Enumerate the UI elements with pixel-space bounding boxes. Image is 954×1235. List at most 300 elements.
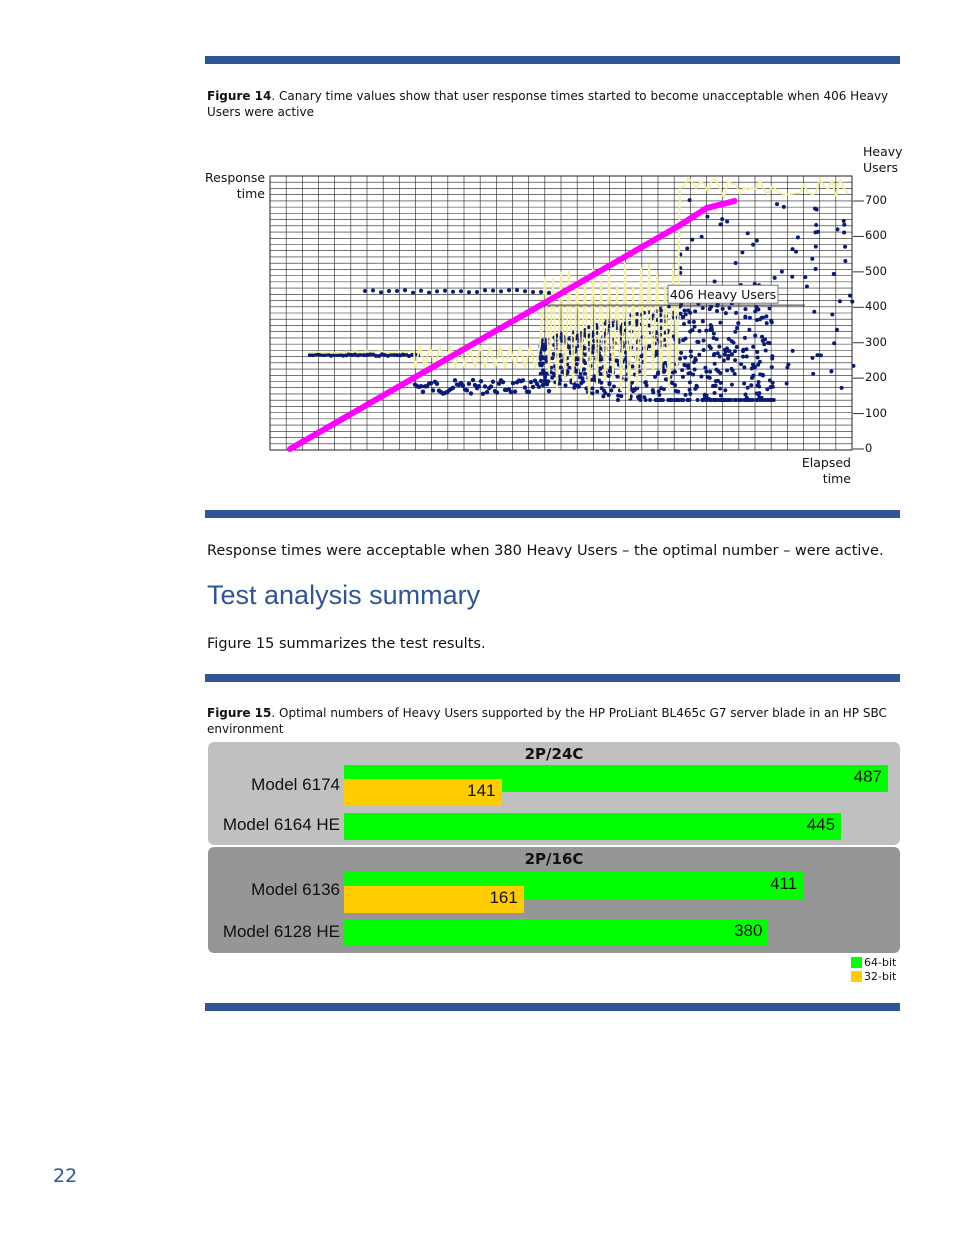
- canary-point: [481, 392, 485, 396]
- canary-point: [583, 361, 587, 365]
- canary-point: [753, 334, 757, 338]
- canary-point: [687, 320, 691, 324]
- canary-point: [724, 349, 728, 353]
- canary-point: [507, 288, 511, 292]
- legend-64bit-swatch: [851, 957, 862, 968]
- canary-point: [684, 393, 688, 397]
- page-number: 22: [53, 1165, 78, 1187]
- canary-point: [612, 385, 616, 389]
- canary-point: [574, 370, 578, 374]
- elapsed-axis-label: [795, 455, 851, 487]
- canary-point: [770, 365, 774, 369]
- canary-point: [698, 329, 702, 333]
- canary-point: [733, 358, 737, 362]
- canary-point: [688, 198, 692, 202]
- canary-point: [479, 379, 483, 383]
- canary-point: [720, 217, 724, 221]
- canary-point: [483, 384, 487, 388]
- canary-point: [531, 290, 535, 294]
- canary-point: [718, 321, 722, 325]
- canary-point: [755, 350, 759, 354]
- canary-point: [465, 388, 469, 392]
- paragraph-optimal: Response times were acceptable when 380 Heavy Users – the optimal number – were active.: [207, 543, 884, 559]
- canary-point: [785, 381, 789, 385]
- canary-point: [688, 311, 692, 315]
- canary-point: [743, 316, 747, 320]
- canary-point: [765, 321, 769, 325]
- canary-point: [760, 316, 764, 320]
- canary-point: [676, 390, 680, 394]
- canary-point: [836, 227, 840, 231]
- response-label-line1: Response: [205, 170, 266, 185]
- canary-point: [763, 337, 767, 341]
- canary-point: [805, 285, 809, 289]
- canary-point: [681, 375, 685, 379]
- canary-point: [718, 387, 722, 391]
- canary-point: [814, 223, 818, 227]
- canary-point: [567, 366, 571, 370]
- canary-point: [693, 367, 697, 371]
- canary-point: [840, 386, 844, 390]
- canary-point: [717, 345, 721, 349]
- canary-point: [761, 373, 765, 377]
- legend-64bit: [851, 956, 896, 969]
- canary-point: [768, 306, 772, 310]
- canary-point: [764, 314, 768, 318]
- canary-point: [686, 371, 690, 375]
- canary-point: [680, 368, 684, 372]
- canary-point: [705, 215, 709, 219]
- canary-point: [371, 288, 375, 292]
- canary-point: [540, 363, 544, 367]
- y2-tick-label: 200: [865, 370, 887, 385]
- canary-point: [461, 383, 465, 387]
- canary-point: [739, 362, 743, 366]
- canary-point: [469, 391, 473, 395]
- canary-point: [721, 307, 725, 311]
- canary-point: [411, 291, 415, 295]
- canary-point: [609, 388, 613, 392]
- canary-point: [485, 390, 489, 394]
- top-rule: [205, 56, 900, 64]
- canary-point: [715, 337, 719, 341]
- canary-point: [726, 357, 730, 361]
- canary-point: [712, 353, 716, 357]
- canary-point: [583, 372, 587, 376]
- model-label: Model 6136: [251, 880, 340, 899]
- canary-point: [429, 381, 433, 385]
- canary-point: [590, 386, 594, 390]
- canary-point: [755, 392, 759, 396]
- canary-point: [724, 311, 728, 315]
- canary-point: [735, 326, 739, 330]
- canary-point: [755, 239, 759, 243]
- canary-point: [459, 289, 463, 293]
- canary-point: [712, 332, 716, 336]
- canary-point: [749, 383, 753, 387]
- canary-point: [491, 289, 495, 293]
- canary-point: [511, 381, 515, 385]
- canary-point: [666, 398, 670, 402]
- canary-point: [523, 385, 527, 389]
- canary-point: [550, 356, 554, 360]
- canary-point: [747, 328, 751, 332]
- canary-point: [647, 344, 651, 348]
- canary-point: [697, 353, 701, 357]
- figure14-caption: [207, 88, 897, 120]
- canary-point: [780, 270, 784, 274]
- canary-point: [579, 381, 583, 385]
- canary-point: [709, 327, 713, 331]
- canary-point: [755, 318, 759, 322]
- canary-point: [539, 355, 543, 359]
- canary-point: [654, 398, 658, 402]
- canary-point: [475, 290, 479, 294]
- canary-point: [419, 384, 423, 388]
- canary-point: [695, 385, 699, 389]
- canary-point: [748, 316, 752, 320]
- y2-tick-label: 700: [865, 193, 887, 207]
- legend-64bit-label: 64-bit: [864, 956, 897, 969]
- canary-point: [733, 398, 737, 402]
- canary-point: [719, 394, 723, 398]
- y2-tick-label: 300: [865, 334, 887, 349]
- legend-32bit: [851, 970, 896, 983]
- canary-point: [577, 385, 581, 389]
- model-label: Model 6174: [251, 775, 340, 794]
- canary-point: [643, 380, 647, 384]
- y2-tick-label: 100: [865, 405, 887, 420]
- canary-point: [578, 375, 582, 379]
- canary-point: [702, 339, 706, 343]
- canary-point: [550, 376, 554, 380]
- canary-point: [693, 309, 697, 313]
- canary-point: [699, 375, 703, 379]
- canary-point: [813, 207, 817, 211]
- canary-point: [575, 362, 579, 366]
- canary-point: [682, 308, 686, 312]
- canary-point: [720, 398, 724, 402]
- canary-point: [770, 398, 774, 402]
- canary-point: [702, 348, 706, 352]
- canary-point: [706, 375, 710, 379]
- group-2p24c-title: 2P/24C: [524, 745, 584, 763]
- canary-point: [704, 329, 708, 333]
- canary-point: [692, 320, 696, 324]
- canary-point: [813, 230, 817, 234]
- canary-point: [775, 202, 779, 206]
- canary-point: [603, 391, 607, 395]
- canary-point: [735, 345, 739, 349]
- canary-point: [379, 290, 383, 294]
- canary-point: [656, 370, 660, 374]
- canary-point: [499, 289, 503, 293]
- canary-point: [811, 372, 815, 376]
- heavy-users-axis-label: [863, 144, 903, 176]
- canary-point: [829, 369, 833, 373]
- canary-point: [513, 389, 517, 393]
- figure15-bottom-rule: [205, 1003, 900, 1011]
- canary-point: [711, 384, 715, 388]
- canary-point: [757, 396, 761, 400]
- canary-point: [743, 336, 747, 340]
- canary-point: [661, 398, 665, 402]
- canary-point: [679, 351, 683, 355]
- y2-tick-label: 400: [865, 299, 887, 314]
- elapsed-label-line1: Elapsed: [801, 455, 851, 470]
- canary-point: [471, 378, 475, 382]
- canary-point: [419, 289, 423, 293]
- canary-point: [718, 355, 722, 359]
- canary-point: [768, 378, 772, 382]
- canary-point: [542, 348, 546, 352]
- response-label-line2: time: [236, 186, 265, 201]
- canary-point: [786, 362, 790, 366]
- canary-point: [595, 390, 599, 394]
- canary-point: [700, 235, 704, 239]
- canary-point: [740, 250, 744, 254]
- canary-point: [741, 355, 745, 359]
- canary-point: [810, 257, 814, 261]
- heavy-label-line2: Users: [863, 160, 899, 175]
- canary-point: [727, 306, 731, 310]
- canary-point: [421, 390, 425, 394]
- heavy-label-line1: Heavy: [863, 144, 903, 159]
- canary-point: [467, 382, 471, 386]
- canary-point: [704, 370, 708, 374]
- canary-point: [832, 341, 836, 345]
- bar-value-64bit: 445: [806, 815, 836, 834]
- canary-point: [756, 356, 760, 360]
- canary-point: [730, 339, 734, 343]
- canary-point: [547, 291, 551, 295]
- canary-point: [842, 223, 846, 227]
- canary-point: [770, 320, 774, 324]
- canary-point: [635, 319, 639, 323]
- canary-point: [743, 392, 747, 396]
- canary-point: [583, 346, 587, 350]
- canary-point: [713, 279, 717, 283]
- canary-point: [623, 358, 627, 362]
- canary-point: [483, 288, 487, 292]
- bar-32bit: [344, 779, 502, 806]
- canary-point: [443, 289, 447, 293]
- canary-point: [746, 231, 750, 235]
- canary-point: [838, 299, 842, 303]
- canary-point: [616, 398, 620, 402]
- canary-point: [467, 290, 471, 294]
- canary-point: [681, 315, 685, 319]
- canary-point: [713, 362, 717, 366]
- bar-64bit: [344, 919, 768, 946]
- canary-point: [689, 349, 693, 353]
- figure14-label: Figure 14: [207, 89, 272, 103]
- canary-point: [715, 309, 719, 313]
- bar-32bit: [344, 886, 524, 913]
- canary-point: [790, 275, 794, 279]
- canary-point: [716, 379, 720, 383]
- canary-point: [531, 385, 535, 389]
- canary-point: [791, 247, 795, 251]
- canary-point: [734, 311, 738, 315]
- canary-point: [803, 275, 807, 279]
- canary-point: [703, 366, 707, 370]
- canary-point: [489, 384, 493, 388]
- canary-point: [590, 391, 594, 395]
- canary-point: [657, 398, 661, 402]
- canary-point: [521, 378, 525, 382]
- canary-point: [690, 328, 694, 332]
- legend-32bit-label: 32-bit: [864, 970, 897, 983]
- canary-point: [762, 342, 766, 346]
- bar-value-64bit: 380: [734, 921, 763, 940]
- canary-point: [768, 341, 772, 345]
- canary-point: [599, 381, 603, 385]
- canary-point: [757, 380, 761, 384]
- canary-point: [688, 388, 692, 392]
- canary-point: [678, 357, 682, 361]
- response-axis-label: [205, 170, 265, 202]
- canary-point: [736, 321, 740, 325]
- canary-point: [477, 384, 481, 388]
- canary-point: [651, 388, 655, 392]
- canary-point: [723, 388, 727, 392]
- canary-point: [435, 382, 439, 386]
- canary-point: [546, 379, 550, 383]
- canary-point: [733, 349, 737, 353]
- canary-point: [814, 267, 818, 271]
- canary-point: [655, 352, 659, 356]
- bar-value-64bit: 487: [853, 767, 882, 786]
- canary-point: [363, 289, 367, 293]
- canary-point: [491, 380, 495, 384]
- canary-point: [748, 398, 752, 402]
- canary-point: [843, 259, 847, 263]
- canary-point: [832, 272, 836, 276]
- figure15-chart: [208, 742, 902, 987]
- y2-tick-label: 0: [865, 441, 873, 455]
- canary-point: [582, 367, 586, 371]
- canary-point: [686, 398, 690, 402]
- canary-point: [453, 378, 457, 382]
- canary-point: [709, 323, 713, 327]
- canary-point: [731, 369, 735, 373]
- canary-point: [559, 359, 563, 363]
- canary-point: [745, 355, 749, 359]
- canary-point: [819, 353, 823, 357]
- canary-point: [688, 380, 692, 384]
- canary-point: [564, 383, 568, 387]
- canary-point: [751, 345, 755, 349]
- bar-value-32bit: 141: [467, 781, 496, 800]
- canary-point: [694, 358, 698, 362]
- canary-point: [708, 307, 712, 311]
- y2-tick-label: 500: [865, 263, 887, 278]
- canary-point: [769, 385, 773, 389]
- canary-point: [644, 398, 648, 402]
- canary-point: [630, 381, 634, 385]
- canary-point: [509, 390, 513, 394]
- canary-point: [515, 288, 519, 292]
- canary-point: [542, 379, 546, 383]
- canary-point: [637, 396, 641, 400]
- canary-point: [734, 261, 738, 265]
- canary-point: [682, 322, 686, 326]
- canary-point: [722, 358, 726, 362]
- canary-point: [742, 365, 746, 369]
- canary-point: [547, 389, 551, 393]
- canary-point: [501, 380, 505, 384]
- canary-point: [851, 364, 855, 368]
- canary-point: [679, 312, 683, 316]
- canary-point: [810, 356, 814, 360]
- canary-point: [763, 398, 767, 402]
- paragraph-summary: Figure 15 summarizes the test results.: [207, 636, 486, 652]
- canary-point: [567, 346, 571, 350]
- bar-value-32bit: 161: [489, 888, 518, 907]
- canary-point: [794, 250, 798, 254]
- canary-point: [751, 243, 755, 247]
- canary-point: [751, 364, 755, 368]
- canary-point: [607, 374, 611, 378]
- canary-point: [709, 346, 713, 350]
- canary-point: [451, 386, 455, 390]
- canary-point: [743, 307, 747, 311]
- figure15-caption: [207, 705, 897, 737]
- y2-tick-label: 600: [865, 228, 887, 243]
- canary-point: [773, 276, 777, 280]
- canary-point: [527, 390, 531, 394]
- canary-point: [689, 354, 693, 358]
- canary-point: [713, 398, 717, 402]
- canary-point: [673, 383, 677, 387]
- canary-point: [523, 289, 527, 293]
- canary-point: [529, 380, 533, 384]
- canary-point: [850, 300, 854, 304]
- canary-point: [693, 325, 697, 329]
- canary-point: [725, 368, 729, 372]
- canary-point: [812, 310, 816, 314]
- figure14-caption-text: . Canary time values show that user response times started to become unacceptable when 406 Heavy Users were active: [207, 89, 889, 119]
- canary-point: [727, 349, 731, 353]
- canary-point: [718, 371, 722, 375]
- canary-point: [770, 356, 774, 360]
- canary-point: [648, 398, 652, 402]
- canary-point: [842, 219, 846, 223]
- canary-point: [701, 319, 705, 323]
- canary-point: [791, 349, 795, 353]
- canary-point: [755, 306, 759, 310]
- canary-point: [708, 370, 712, 374]
- canary-point: [796, 235, 800, 239]
- canary-point: [539, 290, 543, 294]
- canary-point: [558, 382, 562, 386]
- canary-point: [559, 365, 563, 369]
- annotation-label: 406 Heavy Users: [669, 287, 777, 303]
- canary-point: [537, 385, 541, 389]
- canary-point: [686, 366, 690, 370]
- canary-point: [727, 398, 731, 402]
- canary-point: [756, 363, 760, 367]
- canary-point: [701, 398, 705, 402]
- canary-point: [744, 398, 748, 402]
- canary-point: [725, 220, 729, 224]
- canary-point: [683, 356, 687, 360]
- canary-point: [696, 398, 700, 402]
- canary-point: [657, 393, 661, 397]
- canary-point: [756, 383, 760, 387]
- legend-32bit-swatch: [851, 971, 862, 982]
